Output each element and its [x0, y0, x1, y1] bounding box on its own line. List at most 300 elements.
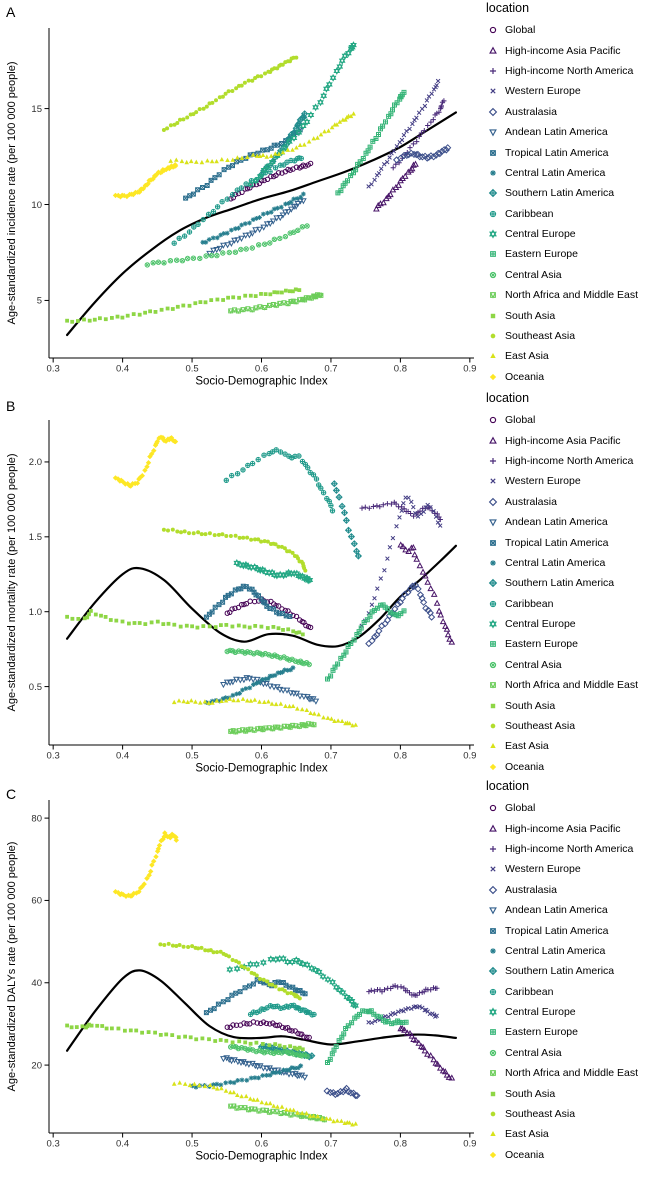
data-point: [192, 225, 196, 229]
data-point: [189, 159, 194, 163]
panel-a-series-north-africa-and-middle-east: [229, 293, 323, 313]
y-tick-label: 15: [31, 103, 42, 115]
x-tick-label: 0.3: [46, 750, 60, 762]
data-point: [292, 135, 297, 141]
data-point: [366, 989, 371, 994]
data-point: [351, 541, 357, 547]
data-point: [336, 718, 341, 722]
data-point: [259, 292, 263, 296]
data-point: [226, 296, 230, 300]
data-point: [127, 622, 131, 626]
data-point: [379, 577, 383, 581]
data-point: [259, 74, 263, 78]
legend-item-label: Southern Latin America: [505, 577, 615, 590]
x-tick-label: 0.4: [116, 750, 130, 762]
data-point: [266, 626, 270, 630]
data-point: [138, 313, 142, 317]
data-point: [331, 481, 337, 487]
data-point: [148, 309, 152, 313]
data-point: [395, 524, 399, 528]
legend-item-central-asia: [484, 1043, 653, 1063]
panel-b-series-north-africa-and-middle-east: [229, 722, 316, 734]
data-point: [181, 304, 185, 308]
legend-item-southern-latin-america: [484, 183, 653, 203]
legend-item-south-asia: [484, 1083, 653, 1103]
legend-item-australasia: [484, 880, 653, 900]
cross-icon: [486, 862, 500, 876]
data-point: [261, 960, 266, 966]
data-point: [204, 532, 208, 536]
data-point: [190, 944, 194, 948]
data-point: [221, 251, 225, 255]
data-point: [158, 942, 162, 946]
data-point: [250, 461, 254, 465]
data-point: [256, 1076, 261, 1081]
legend-item-north-africa-and-middle-east: [484, 1063, 653, 1083]
data-point: [237, 624, 241, 628]
legend-item-south-asia: [484, 305, 653, 325]
legend-item-label: North Africa and Middle East: [505, 289, 639, 302]
data-point: [153, 1031, 157, 1035]
data-point: [196, 222, 200, 226]
data-point: [190, 624, 194, 628]
legend-item-high-income-north-america: [484, 451, 653, 471]
data-point: [182, 945, 186, 949]
data-point: [81, 1024, 85, 1028]
data-point: [253, 178, 258, 184]
data-point: [138, 621, 142, 625]
data-point: [65, 615, 69, 619]
data-point: [204, 254, 208, 258]
legend-item-andean-latin-america: [484, 900, 653, 920]
data-point: [126, 314, 130, 318]
data-point: [346, 50, 351, 56]
data-point: [321, 974, 326, 980]
data-point: [412, 552, 417, 557]
data-point: [316, 712, 321, 716]
data-point: [104, 615, 108, 619]
data-point: [270, 983, 274, 987]
data-point: [396, 183, 401, 188]
star-of-david-icon: [486, 617, 500, 631]
data-point: [286, 627, 290, 631]
data-point: [301, 192, 306, 197]
data-point: [219, 623, 223, 627]
data-point: [185, 624, 189, 628]
data-point: [411, 505, 415, 509]
panel-a-series-eastern-europe: [336, 90, 406, 194]
legend-item-central-asia: [484, 655, 653, 675]
legend-panel-c: [484, 779, 653, 1165]
legend-item-label: High-income North America: [505, 842, 634, 855]
data-point: [167, 622, 171, 626]
triangle-down-open-icon: [486, 903, 500, 917]
data-point: [388, 545, 392, 549]
data-point: [388, 192, 393, 197]
data-point: [171, 944, 175, 948]
data-point: [402, 501, 406, 505]
diamond-plus-icon: [486, 186, 500, 200]
legend-items: [484, 798, 653, 1165]
data-point: [225, 231, 230, 236]
data-point: [227, 967, 232, 973]
data-point: [172, 623, 176, 627]
legend-item-label: High-income Asia Pacific: [505, 822, 621, 835]
data-point: [436, 521, 440, 525]
data-point: [162, 528, 166, 532]
legend-item-caribbean: [484, 982, 653, 1002]
diamond-open-icon: [486, 495, 500, 509]
data-point: [415, 116, 419, 120]
data-point: [110, 316, 114, 320]
data-point: [145, 263, 149, 267]
data-point: [294, 288, 298, 292]
data-point: [317, 969, 322, 975]
triangle-down-open-icon: [486, 515, 500, 529]
data-point: [150, 621, 154, 625]
data-point: [237, 1039, 241, 1043]
data-point: [425, 580, 430, 585]
plus-icon: [486, 842, 500, 856]
data-point: [178, 118, 182, 122]
data-point: [168, 259, 172, 263]
data-point: [93, 318, 97, 322]
square-triangle-icon: [486, 678, 500, 692]
panel-c-series-caribbean: [248, 1003, 316, 1017]
legend-item-label: Central Latin America: [505, 556, 606, 569]
data-point: [238, 990, 242, 994]
panel-a-label: A: [6, 4, 16, 20]
asterisk-icon: [486, 166, 500, 180]
data-point: [212, 950, 216, 954]
data-point: [266, 699, 271, 703]
data-point: [183, 529, 187, 533]
data-point: [300, 225, 304, 229]
data-point: [100, 1024, 104, 1028]
legend-item-label: Tropical Latin America: [505, 536, 609, 549]
data-point: [262, 453, 266, 457]
legend-item-oceania: [484, 757, 653, 777]
data-point: [245, 698, 250, 702]
data-point: [256, 74, 260, 78]
legend-item-label: Australasia: [505, 495, 557, 508]
legend-item-western-europe: [484, 859, 653, 879]
data-point: [70, 320, 74, 324]
circle-cross-icon: [486, 268, 500, 282]
data-point: [302, 1075, 307, 1080]
data-point: [359, 506, 364, 511]
data-point: [261, 1042, 265, 1046]
y-tick-label: 60: [31, 895, 42, 907]
data-point: [213, 1039, 217, 1043]
data-point: [279, 701, 284, 705]
legend-item-high-income-north-america: [484, 839, 653, 859]
data-point: [377, 171, 381, 175]
data-point: [70, 1025, 74, 1029]
data-point: [277, 545, 281, 549]
data-point: [255, 974, 259, 978]
data-point: [164, 1033, 168, 1037]
data-point: [231, 295, 235, 299]
data-point: [321, 93, 326, 99]
data-point: [208, 531, 212, 535]
data-point: [248, 599, 252, 603]
legend-item-global: [484, 798, 653, 818]
legend-item-label: Southeast Asia: [505, 720, 576, 733]
data-point: [324, 1116, 329, 1120]
diamond-open-icon: [486, 105, 500, 119]
legend-item-label: Central Asia: [505, 658, 562, 671]
data-point: [116, 315, 120, 319]
data-point: [211, 236, 216, 241]
data-point: [117, 1027, 121, 1031]
star-of-david-icon: [486, 1005, 500, 1019]
data-point: [414, 557, 419, 562]
panel-c-label: C: [6, 786, 17, 802]
data-point: [305, 224, 309, 228]
panel-b-series-oceania: [113, 435, 178, 489]
data-point: [262, 700, 267, 704]
data-point: [227, 954, 231, 958]
data-point: [172, 700, 177, 704]
data-point: [370, 603, 374, 607]
x-tick-label: 0.3: [46, 1138, 60, 1150]
data-point: [194, 1037, 198, 1041]
x-tick-label: 0.8: [393, 750, 407, 762]
data-point: [265, 211, 270, 216]
data-point: [322, 129, 327, 133]
data-point: [88, 319, 92, 323]
data-point: [90, 1024, 94, 1028]
data-point: [280, 291, 284, 295]
data-point: [272, 237, 276, 241]
panel-c-series-central-europe: [227, 956, 358, 1009]
diamond-open-icon: [486, 883, 500, 897]
data-point: [206, 212, 210, 216]
data-point: [188, 304, 192, 308]
data-point: [187, 531, 191, 535]
data-point: [177, 698, 182, 702]
square-filled-icon: [486, 699, 500, 713]
data-point: [276, 291, 280, 295]
data-point: [407, 496, 411, 500]
data-point: [382, 162, 386, 166]
data-point: [305, 708, 310, 712]
data-point: [303, 569, 307, 573]
data-point: [201, 624, 205, 628]
legend-item-label: South Asia: [505, 699, 556, 712]
data-point: [263, 306, 267, 310]
legend-item-western-europe: [484, 81, 653, 101]
data-point: [411, 122, 415, 126]
data-point: [204, 1011, 208, 1015]
data-point: [301, 1047, 305, 1051]
data-point: [346, 527, 352, 533]
legend-item-label: Southern Latin America: [505, 187, 615, 200]
legend-item-label: East Asia: [505, 740, 549, 753]
data-point: [221, 683, 226, 688]
legend-item-label: Caribbean: [505, 985, 554, 998]
data-point: [268, 1101, 273, 1105]
panel-c-series-high-income-north-america: [366, 983, 439, 998]
x-tick-label: 0.6: [254, 363, 269, 375]
legend-item-label: Southeast Asia: [505, 1108, 576, 1121]
data-point: [193, 699, 198, 703]
data-point: [99, 614, 103, 618]
data-point: [269, 154, 274, 158]
data-point: [215, 1082, 220, 1087]
x-tick-label: 0.3: [46, 363, 60, 375]
data-point: [327, 82, 332, 88]
data-point: [249, 538, 253, 542]
legend-item-east-asia: [484, 736, 653, 756]
legend-item-label: High-income Asia Pacific: [505, 44, 621, 57]
panel-a-series-australasia: [394, 145, 451, 163]
data-point: [245, 536, 249, 540]
legend-item-label: Oceania: [505, 1148, 545, 1161]
panel-b-series-central-europe: [234, 560, 312, 583]
data-point: [244, 247, 248, 251]
data-point: [344, 518, 350, 524]
data-point: [248, 1096, 253, 1100]
data-point: [65, 319, 69, 323]
data-point: [291, 704, 296, 708]
data-point: [187, 230, 191, 234]
legend-item-high-income-asia-pacific: [484, 818, 653, 838]
data-point: [241, 308, 245, 312]
data-point: [192, 531, 196, 535]
data-point: [222, 168, 226, 172]
data-point: [177, 1080, 182, 1084]
data-point: [200, 532, 204, 536]
square-cross-icon: [486, 924, 500, 938]
data-point: [214, 159, 219, 163]
data-point: [159, 1033, 163, 1037]
x-tick-label: 0.5: [185, 1138, 199, 1150]
data-point: [261, 148, 265, 152]
data-point: [226, 998, 230, 1002]
x-tick-label: 0.9: [463, 1138, 477, 1150]
data-point: [275, 1110, 279, 1114]
legend-item-southern-latin-america: [484, 961, 653, 981]
data-point: [162, 261, 166, 265]
data-point: [391, 165, 396, 170]
data-point: [177, 236, 181, 240]
data-point: [223, 1080, 228, 1085]
data-point: [123, 1029, 127, 1033]
data-point: [291, 1108, 296, 1112]
data-point: [224, 1039, 228, 1043]
data-point: [353, 1121, 358, 1125]
data-point: [275, 1104, 280, 1108]
data-point: [307, 139, 312, 143]
data-point: [231, 625, 235, 629]
x-axis-title: Socio-Demographic Index: [195, 1150, 328, 1163]
data-point: [308, 711, 313, 715]
legend-item-high-income-north-america: [484, 61, 653, 81]
data-point: [290, 148, 295, 152]
data-point: [268, 169, 272, 173]
legend-item-label: Global: [505, 414, 536, 427]
data-point: [278, 1044, 282, 1048]
data-point: [224, 534, 228, 538]
data-point: [318, 99, 323, 105]
data-point: [255, 1041, 259, 1045]
data-point: [288, 1044, 292, 1048]
data-point: [175, 121, 179, 125]
legend-items: [484, 410, 653, 777]
data-point: [235, 238, 240, 243]
data-point: [268, 241, 272, 245]
data-point: [181, 117, 185, 121]
data-point: [110, 1027, 114, 1031]
data-point: [294, 56, 298, 60]
panel-b-series-south-asia: [65, 609, 304, 636]
data-point: [253, 624, 257, 628]
legend-item-eastern-europe: [484, 244, 653, 264]
data-point: [330, 509, 334, 513]
data-point: [342, 510, 348, 516]
data-point: [417, 563, 422, 568]
legend-item-label: Australasia: [505, 105, 557, 118]
data-point: [248, 961, 253, 967]
asterisk-icon: [486, 944, 500, 958]
data-point: [200, 946, 204, 950]
data-point: [388, 156, 392, 160]
data-point: [215, 205, 219, 209]
circle-filled-icon: [486, 1107, 500, 1121]
data-point: [260, 1100, 265, 1104]
data-point: [289, 1113, 293, 1117]
legend-item-central-europe: [484, 224, 653, 244]
data-point: [305, 119, 310, 125]
data-point: [162, 943, 166, 947]
data-point: [216, 1002, 220, 1006]
panel-a-series-caribbean: [172, 156, 303, 246]
data-point: [234, 534, 238, 538]
data-point: [175, 258, 179, 262]
data-point: [95, 1024, 99, 1028]
data-point: [274, 702, 279, 706]
data-point: [179, 530, 183, 534]
legend-item-tropical-latin-america: [484, 142, 653, 162]
data-point: [261, 225, 266, 230]
data-point: [177, 1035, 181, 1039]
data-point: [239, 247, 243, 251]
data-point: [76, 319, 80, 323]
legend-item-central-latin-america: [484, 941, 653, 961]
data-point: [326, 716, 331, 720]
legend-item-label: High-income North America: [505, 64, 634, 77]
panel-a-series-andean-latin-america: [207, 199, 306, 256]
data-point: [160, 308, 164, 312]
triangle-open-icon: [486, 434, 500, 448]
panel-a-series-central-latin-america: [200, 192, 305, 245]
data-point: [377, 133, 381, 137]
data-point: [143, 622, 147, 626]
data-point: [272, 625, 276, 629]
data-point: [227, 89, 231, 93]
legend-item-label: South Asia: [505, 1087, 556, 1100]
data-point: [231, 958, 235, 962]
data-point: [398, 984, 403, 989]
data-point: [205, 105, 209, 109]
data-point: [121, 620, 125, 624]
data-point: [151, 261, 155, 265]
data-point: [246, 463, 250, 467]
legend-item-label: South Asia: [505, 309, 556, 322]
data-point: [335, 1118, 340, 1122]
